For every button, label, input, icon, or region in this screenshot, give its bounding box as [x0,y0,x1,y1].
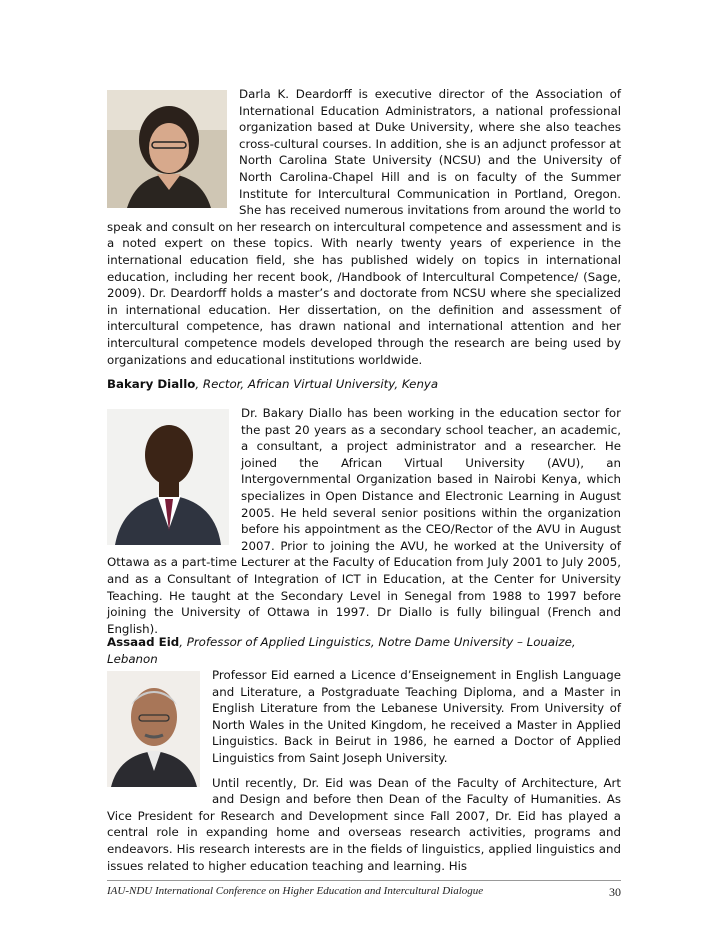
photo-deardorff [107,90,227,208]
person-title: , Rector, African Virtual University, Kenya [195,377,439,391]
person-title: , Professor of Applied Linguistics, Notre Dame University – Louaize, Lebanon [107,635,576,666]
page-footer [107,880,621,897]
photo-eid [107,671,200,787]
heading-eid [107,634,621,667]
page-number: 30 [609,885,621,899]
bio-diallo: Dr. Bakary Diallo has been working in the education sector for the past 20 years as a secondary school teacher, an academic, a consultant, a project administrator and a researcher. He joined the African Virtual University (AVU), an Intergovernmental Organization based in Nairobi Kenya, which specializes in Open Distance and Electronic Learning in August 2005. He held several senior positions within the organization before his appointment as the CEO/Rector of the AVU in August 2007. Prior to joining the AVU, he worked at the University of Ottawa as a part-time Lecturer at the Faculty of Education from July 2001 to July 2005, and as a Consultant of Integration of ICT in Education, at the Center for University Teaching. He taught at the Secondary Level in Senegal from 1988 to 1997 before joining the University of Ottawa in 1997. Dr Diallo is fully bilingual (French and English). [107,406,621,636]
person-name: Bakary Diallo [107,377,196,391]
photo-diallo [107,409,229,545]
person-name: Assaad Eid [107,635,180,649]
heading-diallo [107,376,621,393]
footer-text: IAU-NDU International Conference on Higher Education and Intercultural Dialogue [107,885,484,897]
bio-deardorff: Darla K. Deardorff is executive director of the Association of International Education Administrators, a national professional organization based at Duke University, where she also teaches cross-cultural courses. In addition, she is an adjunct professor at North Carolina State University (NCSU) and the University of North Carolina-Chapel Hill and is on faculty of the Summer Institute for Intercultural Communication in Portland, Oregon. She has received numerous invitations from around the world to speak and consult on her research on intercultural competence and assessment and is a noted expert on these topics. With nearly twenty years of experience in the international education field, she has published widely on topics in international education, including her recent book, /Handbook of Intercultural Competence/ (Sage, 2009). Dr. Deardorff holds a master’s and doctorate from NCSU where she specialized in international education. Her dissertation, on the definition and assessment of intercultural competence, has drawn national and international attention and her intercultural competence models developed through the research are being used by organizations and educational institutions worldwide. [107,87,621,367]
bio-eid: Professor Eid earned a Licence d’Enseignement in English Language and Literature, a Postgraduate Teaching Diploma, and a Master in English Literature from the Lebanese University. From University of North Wales in the United Kingdom, he received a Master in Applied Linguistics. Back in Beirut in 1986, he earned a Doctor of Applied Linguistics from Saint Joseph University. Until recently, Dr. Eid was Dean of the Faculty of Architecture, Art and Design and before then Dean of the Faculty of Humanities. As Vice President for Research and Development since Fall 2007, Dr. Eid has played a central role in expanding home and overseas research activities, programs and endeavors. His research interests are in the fields of linguistics, applied linguistics and issues related to higher education teaching and learning. His [107,668,621,873]
